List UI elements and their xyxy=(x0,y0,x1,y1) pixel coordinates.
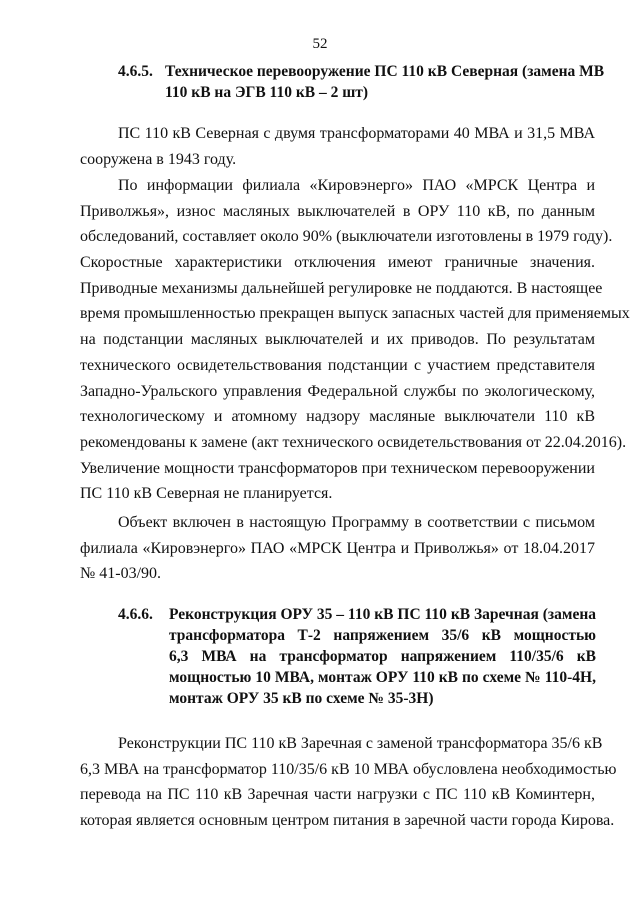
text-line: филиала «Кировэнерго» ПАО «МРСК Центра и Приволжья» от 18.04.2017 xyxy=(80,539,595,557)
text-line: которая является основным центром питания в заречной части города Кирова. xyxy=(80,812,615,830)
section-title-line: мощностью 10 МВА, монтаж ОРУ 110 кВ по схеме № 110-4Н, xyxy=(169,669,596,686)
section-title-line: 110 кВ на ЭГВ 110 кВ – 2 шт) xyxy=(165,84,369,101)
text-line: перевода на ПС 110 кВ Заречная части нагрузки с ПС 110 кВ Коминтерн, xyxy=(80,786,595,804)
section-heading-4-6-6 xyxy=(118,604,608,709)
section-title-line: 6,3 МВА на трансформатор напряжением 110/35/6 кВ xyxy=(169,648,596,665)
text-line: По информации филиала «Кировэнерго» ПАО «МРСК Центра и xyxy=(118,177,595,194)
text-line: 6,3 МВА на трансформатор 110/35/6 кВ 10 МВА обусловлена необходимостью xyxy=(80,760,617,778)
paragraph xyxy=(80,121,595,172)
text-line: технологическому и атомному надзору масляные выключатели 110 кВ xyxy=(80,408,595,426)
text-line: Реконструкции ПС 110 кВ Заречная с заменой трансформатора 35/6 кВ xyxy=(118,735,603,752)
paragraph xyxy=(80,173,630,507)
paragraph xyxy=(80,510,595,587)
section-title-line: трансформатора Т-2 напряжением 35/6 кВ мощностью xyxy=(169,627,596,644)
page-number: 52 xyxy=(312,36,328,52)
section-title-line: монтаж ОРУ 35 кВ по схеме № 35-3Н) xyxy=(169,690,434,707)
text-line: обследований, составляет около 90% (выключатели изготовлены в 1979 году). xyxy=(80,228,613,246)
text-line: Западно-Уральского управления Федеральной службы по экологическому, xyxy=(80,382,595,400)
text-line: время промышленностью прекращен выпуск запасных частей для применяемых xyxy=(80,305,630,323)
paragraph xyxy=(80,731,617,834)
text-line: Скоростные характеристики отключения имеют граничные значения. xyxy=(80,254,595,272)
section-number: 4.6.5. xyxy=(118,63,153,80)
text-line: Приводные механизмы дальнейшей регулировке не поддаются. В настоящее xyxy=(80,279,603,297)
text-line: ПС 110 кВ Северная с двумя трансформаторами 40 МВА и 31,5 МВА xyxy=(118,125,595,142)
text-line: ПС 110 кВ Северная не планируется. xyxy=(80,485,333,503)
text-line: рекомендованы к замене (акт технического освидетельствования от 22.04.2016). xyxy=(80,433,627,451)
section-title-line: Реконструкция ОРУ 35 – 110 кВ ПС 110 кВ Заречная (замена xyxy=(169,606,596,623)
section-heading-4-6-5 xyxy=(118,61,608,103)
text-line: Приволжья», износ масляных выключателей в ОРУ 110 кВ, по данным xyxy=(80,202,595,220)
text-line: № 41-03/90. xyxy=(80,565,162,583)
text-line: технического освидетельствования подстанции с участием представителя xyxy=(80,356,595,374)
text-line: сооружена в 1943 году. xyxy=(80,150,237,168)
text-line: Увеличение мощности трансформаторов при техническом перевооружении xyxy=(80,459,595,477)
section-number: 4.6.6. xyxy=(118,606,153,623)
text-line: на подстанции масляных выключателей и их приводов. По результатам xyxy=(80,331,595,349)
section-title-line: Техническое перевооружение ПС 110 кВ Северная (замена МВ xyxy=(165,63,605,80)
text-line: Объект включен в настоящую Программу в соответствии с письмом xyxy=(118,514,595,531)
